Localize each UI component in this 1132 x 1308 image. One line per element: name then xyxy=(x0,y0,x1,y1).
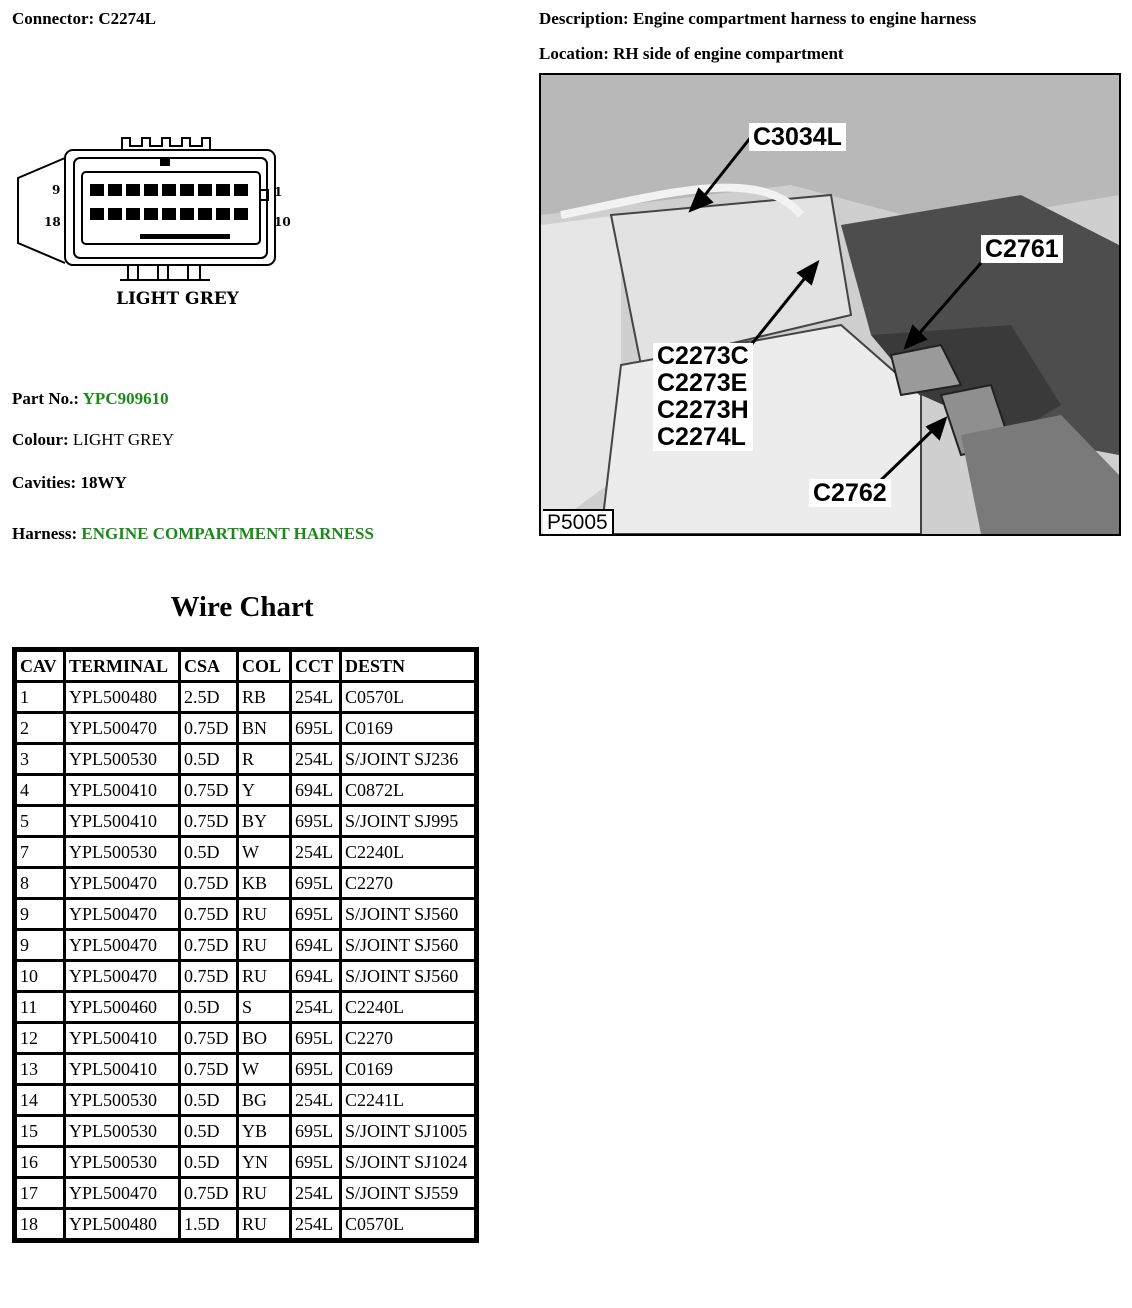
cell-csa: 0.75D xyxy=(181,1055,236,1083)
cell-terminal: YPL500410 xyxy=(66,1024,178,1052)
photo-ref-label: P5005 xyxy=(543,509,614,535)
table-header-row xyxy=(17,652,474,680)
wire-chart-title: Wire Chart xyxy=(170,591,314,623)
header-cav: CAV xyxy=(17,652,63,680)
table-row xyxy=(17,869,474,897)
drawing-colour-label: LIGHT GREY xyxy=(116,289,239,309)
callout-c2761: C2761 xyxy=(981,235,1063,263)
cell-csa: 0.75D xyxy=(181,1024,236,1052)
table-row xyxy=(17,1086,474,1114)
pin-1-label: 1 xyxy=(274,185,283,199)
cell-cav: 13 xyxy=(17,1055,63,1083)
cell-col: RU xyxy=(239,900,289,928)
cell-cct: 254L xyxy=(292,1210,339,1238)
connector-label: Connector: xyxy=(12,9,95,28)
cell-cct: 254L xyxy=(292,745,339,773)
table-row xyxy=(17,1117,474,1145)
callout-c2273e: C2273E xyxy=(657,369,748,397)
cell-col: R xyxy=(239,745,289,773)
cell-destn: C0570L xyxy=(342,1210,474,1238)
cell-col: RB xyxy=(239,683,289,711)
table-row xyxy=(17,931,474,959)
table-row xyxy=(17,993,474,1021)
cell-destn: S/JOINT SJ236 xyxy=(342,745,474,773)
cell-terminal: YPL500530 xyxy=(66,1148,178,1176)
cell-cct: 695L xyxy=(292,1148,339,1176)
cell-cct: 254L xyxy=(292,1086,339,1114)
cell-terminal: YPL500470 xyxy=(66,1179,178,1207)
cell-csa: 0.5D xyxy=(181,1148,236,1176)
cell-terminal: YPL500460 xyxy=(66,993,178,1021)
cell-col: BG xyxy=(239,1086,289,1114)
header-col: COL xyxy=(239,652,289,680)
cell-csa: 0.75D xyxy=(181,962,236,990)
cell-terminal: YPL500530 xyxy=(66,1086,178,1114)
wire-chart-body xyxy=(17,683,474,1238)
description-value: Engine compartment harness to engine harness xyxy=(632,9,977,28)
wire-chart-table xyxy=(12,647,479,1243)
cell-cav: 4 xyxy=(17,776,63,804)
cell-cav: 9 xyxy=(17,931,63,959)
cell-terminal: YPL500470 xyxy=(66,962,178,990)
cell-cav: 5 xyxy=(17,807,63,835)
cell-csa: 2.5D xyxy=(181,683,236,711)
callout-c3034l: C3034L xyxy=(749,123,846,151)
cell-cct: 695L xyxy=(292,1117,339,1145)
cell-terminal: YPL500470 xyxy=(66,900,178,928)
callout-c2273h: C2273H xyxy=(657,396,749,424)
colour-field xyxy=(12,430,174,450)
callout-c2762: C2762 xyxy=(809,479,891,507)
colour-label: Colour: xyxy=(12,430,69,449)
cell-terminal: YPL500530 xyxy=(66,838,178,866)
table-row xyxy=(17,962,474,990)
cell-col: W xyxy=(239,1055,289,1083)
pin-9-label: 9 xyxy=(52,183,61,197)
cavities-value: 18WY xyxy=(80,473,127,492)
cell-col: BN xyxy=(239,714,289,742)
cell-cav: 11 xyxy=(17,993,63,1021)
cell-cct: 694L xyxy=(292,962,339,990)
cell-terminal: YPL500470 xyxy=(66,869,178,897)
cell-destn: C2240L xyxy=(342,838,474,866)
pin-10-label: 10 xyxy=(274,215,291,229)
cell-csa: 0.75D xyxy=(181,807,236,835)
part-no-field xyxy=(12,389,169,409)
cell-col: YN xyxy=(239,1148,289,1176)
cell-col: BY xyxy=(239,807,289,835)
table-row xyxy=(17,1148,474,1176)
table-row xyxy=(17,1179,474,1207)
harness-label: Harness: xyxy=(12,524,78,543)
cell-cct: 695L xyxy=(292,900,339,928)
cell-csa: 0.5D xyxy=(181,993,236,1021)
colour-value: LIGHT GREY xyxy=(72,430,175,449)
cell-destn: C2241L xyxy=(342,1086,474,1114)
callout-c2273c: C2273C xyxy=(657,342,749,370)
cell-col: W xyxy=(239,838,289,866)
table-row xyxy=(17,714,474,742)
cell-destn: S/JOINT SJ560 xyxy=(342,931,474,959)
location-label: Location: xyxy=(539,44,609,63)
cell-destn: S/JOINT SJ559 xyxy=(342,1179,474,1207)
cell-terminal: YPL500470 xyxy=(66,714,178,742)
cell-terminal: YPL500530 xyxy=(66,745,178,773)
harness-link[interactable]: ENGINE COMPARTMENT HARNESS xyxy=(81,524,374,543)
cell-destn: S/JOINT SJ1024 xyxy=(342,1148,474,1176)
header-cct: CCT xyxy=(292,652,339,680)
cell-cav: 2 xyxy=(17,714,63,742)
cell-col: RU xyxy=(239,931,289,959)
cell-cav: 12 xyxy=(17,1024,63,1052)
table-row xyxy=(17,745,474,773)
table-row xyxy=(17,900,474,928)
table-row xyxy=(17,776,474,804)
cavities-field xyxy=(12,473,127,493)
cell-col: Y xyxy=(239,776,289,804)
cell-destn: C0169 xyxy=(342,714,474,742)
cell-csa: 0.75D xyxy=(181,776,236,804)
cell-destn: C0169 xyxy=(342,1055,474,1083)
table-row xyxy=(17,1024,474,1052)
cell-cct: 254L xyxy=(292,1179,339,1207)
header-csa: CSA xyxy=(181,652,236,680)
cell-cct: 254L xyxy=(292,683,339,711)
cell-cav: 14 xyxy=(17,1086,63,1114)
cell-cav: 15 xyxy=(17,1117,63,1145)
cell-cct: 695L xyxy=(292,869,339,897)
cell-cav: 3 xyxy=(17,745,63,773)
table-row xyxy=(17,807,474,835)
cell-col: KB xyxy=(239,869,289,897)
cell-cct: 695L xyxy=(292,807,339,835)
cell-col: S xyxy=(239,993,289,1021)
cell-destn: S/JOINT SJ560 xyxy=(342,962,474,990)
cell-destn: C0872L xyxy=(342,776,474,804)
cell-csa: 0.5D xyxy=(181,1117,236,1145)
cell-cct: 694L xyxy=(292,931,339,959)
cell-cav: 17 xyxy=(17,1179,63,1207)
callout-group-c2273 xyxy=(653,343,753,451)
location-photo xyxy=(539,73,1121,536)
cell-terminal: YPL500410 xyxy=(66,1055,178,1083)
cell-cct: 694L xyxy=(292,776,339,804)
cell-csa: 0.75D xyxy=(181,714,236,742)
cell-cav: 10 xyxy=(17,962,63,990)
cell-cct: 254L xyxy=(292,838,339,866)
location-value: RH side of engine compartment xyxy=(613,44,844,63)
cell-csa: 1.5D xyxy=(181,1210,236,1238)
cell-terminal: YPL500480 xyxy=(66,683,178,711)
cell-csa: 0.75D xyxy=(181,1179,236,1207)
header-destn: DESTN xyxy=(342,652,474,680)
part-no-link[interactable]: YPC909610 xyxy=(82,389,169,408)
cell-cct: 695L xyxy=(292,714,339,742)
cell-cav: 7 xyxy=(17,838,63,866)
cell-col: BO xyxy=(239,1024,289,1052)
cell-terminal: YPL500530 xyxy=(66,1117,178,1145)
cell-destn: S/JOINT SJ1005 xyxy=(342,1117,474,1145)
pin-18-label: 18 xyxy=(44,215,61,229)
cell-csa: 0.75D xyxy=(181,869,236,897)
cell-destn: S/JOINT SJ995 xyxy=(342,807,474,835)
cell-csa: 0.5D xyxy=(181,745,236,773)
table-row xyxy=(17,1210,474,1238)
cell-cct: 695L xyxy=(292,1055,339,1083)
cell-destn: S/JOINT SJ560 xyxy=(342,900,474,928)
cell-col: RU xyxy=(239,1179,289,1207)
cell-csa: 0.5D xyxy=(181,838,236,866)
header-terminal: TERMINAL xyxy=(66,652,178,680)
cell-terminal: YPL500410 xyxy=(66,807,178,835)
cell-cct: 695L xyxy=(292,1024,339,1052)
connector-face-drawing xyxy=(10,128,300,313)
connector-value: C2274L xyxy=(98,9,157,28)
cell-csa: 0.75D xyxy=(181,931,236,959)
cell-terminal: YPL500410 xyxy=(66,776,178,804)
cell-destn: C2270 xyxy=(342,1024,474,1052)
location-field xyxy=(539,44,844,64)
cell-cav: 1 xyxy=(17,683,63,711)
table-row xyxy=(17,1055,474,1083)
cell-col: RU xyxy=(239,962,289,990)
table-row xyxy=(17,683,474,711)
cell-cav: 8 xyxy=(17,869,63,897)
cell-destn: C2240L xyxy=(342,993,474,1021)
cell-terminal: YPL500480 xyxy=(66,1210,178,1238)
cell-col: YB xyxy=(239,1117,289,1145)
harness-field xyxy=(12,524,374,544)
cell-cav: 16 xyxy=(17,1148,63,1176)
cell-cct: 254L xyxy=(292,993,339,1021)
cell-cav: 9 xyxy=(17,900,63,928)
callout-c2274l: C2274L xyxy=(657,423,746,451)
cell-col: RU xyxy=(239,1210,289,1238)
description-label: Description: xyxy=(539,9,629,28)
cavities-label: Cavities: xyxy=(12,473,77,492)
cell-csa: 0.5D xyxy=(181,1086,236,1114)
part-no-label: Part No.: xyxy=(12,389,80,408)
table-row xyxy=(17,838,474,866)
cell-destn: C0570L xyxy=(342,683,474,711)
cell-csa: 0.75D xyxy=(181,900,236,928)
cell-cav: 18 xyxy=(17,1210,63,1238)
description-field xyxy=(539,9,976,29)
connector-field xyxy=(12,9,156,29)
cell-destn: C2270 xyxy=(342,869,474,897)
cell-terminal: YPL500470 xyxy=(66,931,178,959)
